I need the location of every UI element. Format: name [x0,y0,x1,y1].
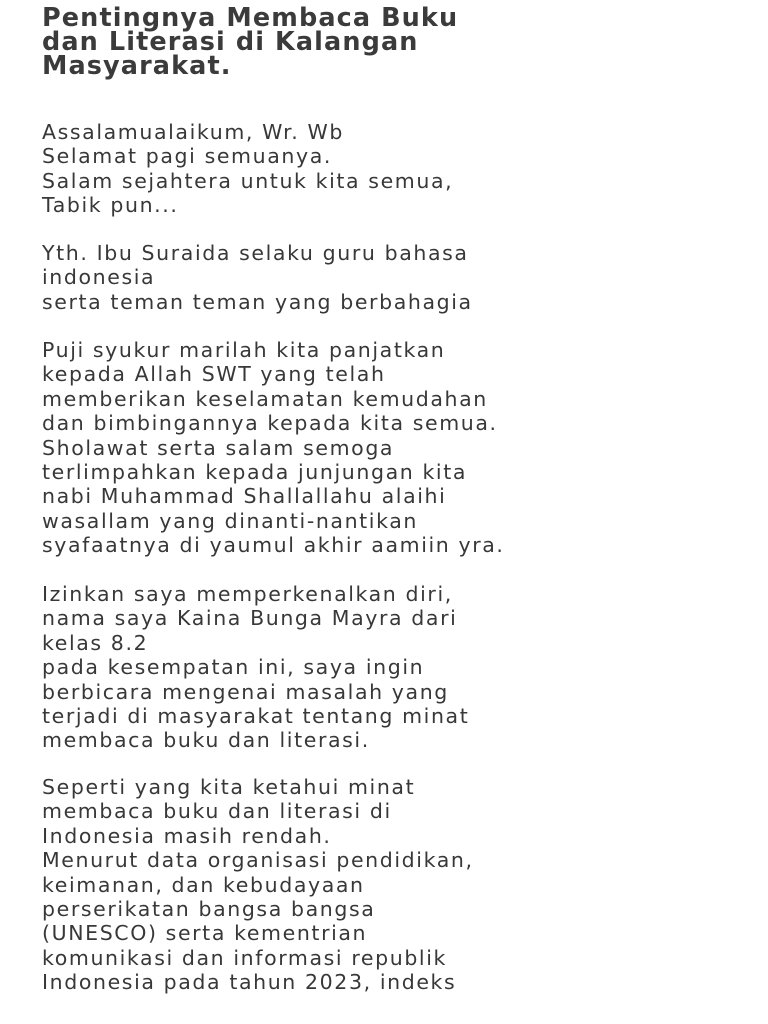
document-title [42,3,742,81]
text-line: dan bimbingannya kepada kita semua. [42,411,498,436]
text-line: berbicara mengenai masalah yang [42,679,449,704]
salutation-paragraph [42,241,762,314]
text-line: Menurut data organisasi pendidikan, [42,848,474,873]
text-line: perserikatan bangsa bangsa [42,897,376,922]
text-line: pada kesempatan ini, saya ingin [42,655,425,680]
text-line: terjadi di masyarakat tentang minat [42,704,470,729]
text-line: nabi Muhammad Shallallahu alaihi [42,484,447,509]
text-line: Selamat pagi semuanya. [42,144,332,169]
title-line: Masyarakat. [42,51,232,81]
introduction-paragraph [42,582,762,753]
text-line: Puji syukur marilah kita panjatkan [42,338,446,362]
text-line: Indonesia masih rendah. [42,823,332,848]
text-line: indonesia [42,265,156,290]
gratitude-paragraph [42,338,762,558]
text-line: (UNESCO) serta kementrian [42,921,368,946]
text-line: Seperti yang kita ketahui minat [42,775,416,799]
text-line: terlimpahkan kepada junjungan kita [42,460,468,485]
text-line: kepada Allah SWT yang telah [42,362,386,387]
text-line: keimanan, dan kebudayaan [42,872,365,897]
text-line: wasallam yang dinanti-nantikan [42,508,418,533]
text-line: Tabik pun... [42,193,179,218]
text-line: komunikasi dan informasi republik [42,945,447,970]
title-line: Pentingnya Membaca Buku [42,3,459,33]
text-line: Sholawat serta salam semoga [42,435,395,460]
text-line: membaca buku dan literasi di [42,799,392,824]
text-line: kelas 8.2 [42,630,149,655]
text-line: syafaatnya di yaumul akhir aamiin yra. [42,533,505,558]
text-line: nama saya Kaina Bunga Mayra dari [42,606,458,631]
body-paragraph [42,775,762,995]
text-line: Assalamualaikum, Wr. Wb [42,120,344,144]
greeting-paragraph [42,120,762,218]
text-line: memberikan keselamatan kemudahan [42,386,488,411]
title-line: dan Literasi di Kalangan [42,27,419,57]
text-line: serta teman teman yang berbahagia [42,289,473,314]
text-line: Izinkan saya memperkenalkan diri, [42,582,453,606]
text-line: Indonesia pada tahun 2023, indeks [42,970,457,995]
text-line: Salam sejahtera untuk kita semua, [42,168,454,193]
text-line: Yth. Ibu Suraida selaku guru bahasa [42,241,469,265]
text-line: membaca buku dan literasi. [42,728,370,753]
